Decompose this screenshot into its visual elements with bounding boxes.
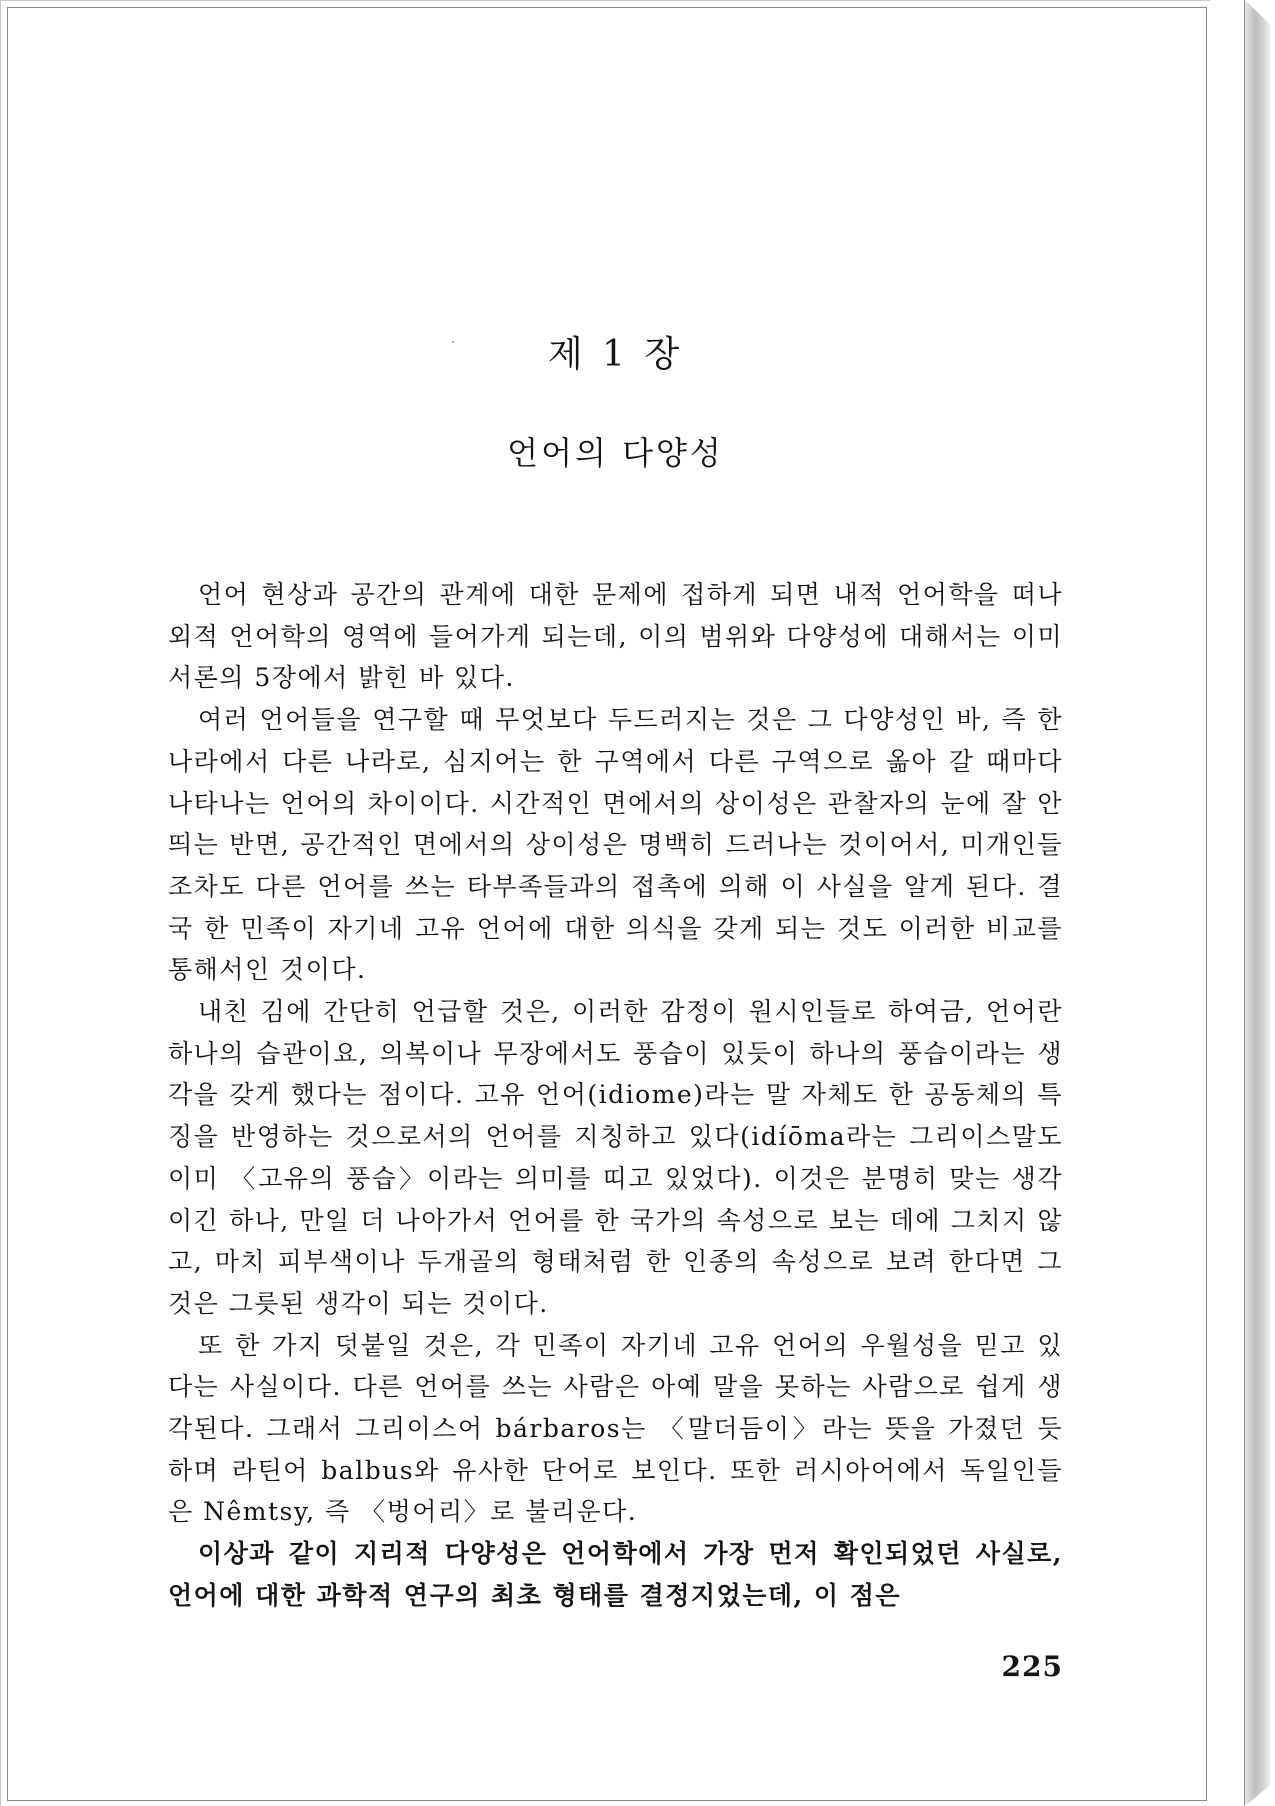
chapter-title: 언어의 다양성 [507,434,724,472]
page-number: 225 [1001,1650,1063,1683]
body-text [168,574,1063,1617]
paragraph: 내친 김에 간단히 언급할 것은, 이러한 감정이 원시인들로 하여금, 언어란 하나의 습관이요, 의복이나 무장에서도 풍습이 있듯이 하나의 풍습이라는 생각을 갖게 했다는 점이다. 고유 언어(idiome)라는 말 자체도 한 공동체의 특징을 반영하는 것으로서의 언어를 지칭하고 있다(idíōma라는 그리이스말도 이미 〈고유의 풍습〉이라는 의미를 띠고 있었다). 이것은 분명히 맞는 생각이긴 하나, 만일 더 나아가서 언어를 한 국가의 속성으로 보는 데에 그치지 않고, 마치 피부색이나 두개골의 형태처럼 한 인종의 속성으로 보려 한다면 그것은 그릇된 생각이 되는 것이다. [168,997,1063,1318]
paragraph: 언어 현상과 공간의 관계에 대한 문제에 접하게 되면 내적 언어학을 떠나 외적 언어학의 영역에 들어가게 되는데, 이의 범위와 다양성에 대해서는 이미 서론의 5장에서 밝힌 바 있다. [168,580,1063,693]
page-edge-shadow [1245,0,1271,1806]
page-edge-line [1244,0,1245,1806]
chapter-number: 제 1 장 [547,334,684,375]
paragraph: 여러 언어들을 연구할 때 무엇보다 두드러지는 것은 그 다양성인 바, 즉 한 나라에서 다른 나라로, 심지어는 한 구역에서 다른 구역으로 옮아 갈 때마다 나타나는 언어의 차이이다. 시간적인 면에서의 상이성은 관찰자의 눈에 잘 안 띄는 반면, 공간적인 면에서의 상이성은 명백히 드러나는 것이어서, 미개인들조차도 다른 언어를 쓰는 타부족들과의 접촉에 의해 이 사실을 알게 된다. 결국 한 민족이 자기네 고유 언어에 대한 의식을 갖게 되는 것도 이러한 비교를 통해서인 것이다. [168,705,1063,985]
paragraph: 이상과 같이 지리적 다양성은 언어학에서 가장 먼저 확인되었던 사실로, 언어에 대한 과학적 연구의 최초 형태를 결정지었는데, 이 점은 [168,1539,1063,1610]
paragraph: 또 한 가지 덧붙일 것은, 각 민족이 자기네 고유 언어의 우월성을 믿고 있다는 사실이다. 다른 언어를 쓰는 사람은 아예 말을 못하는 사람으로 쉽게 생각된다. 그래서 그리이스어 bárbaros는 〈말더듬이〉라는 뜻을 가졌던 듯하며 라틴어 balbus와 유사한 단어로 보인다. 또한 러시아어에서 독일인들은 Nêmtsy, 즉 〈벙어리〉로 불리운다. [168,1330,1063,1527]
book-page [7,7,1207,1801]
